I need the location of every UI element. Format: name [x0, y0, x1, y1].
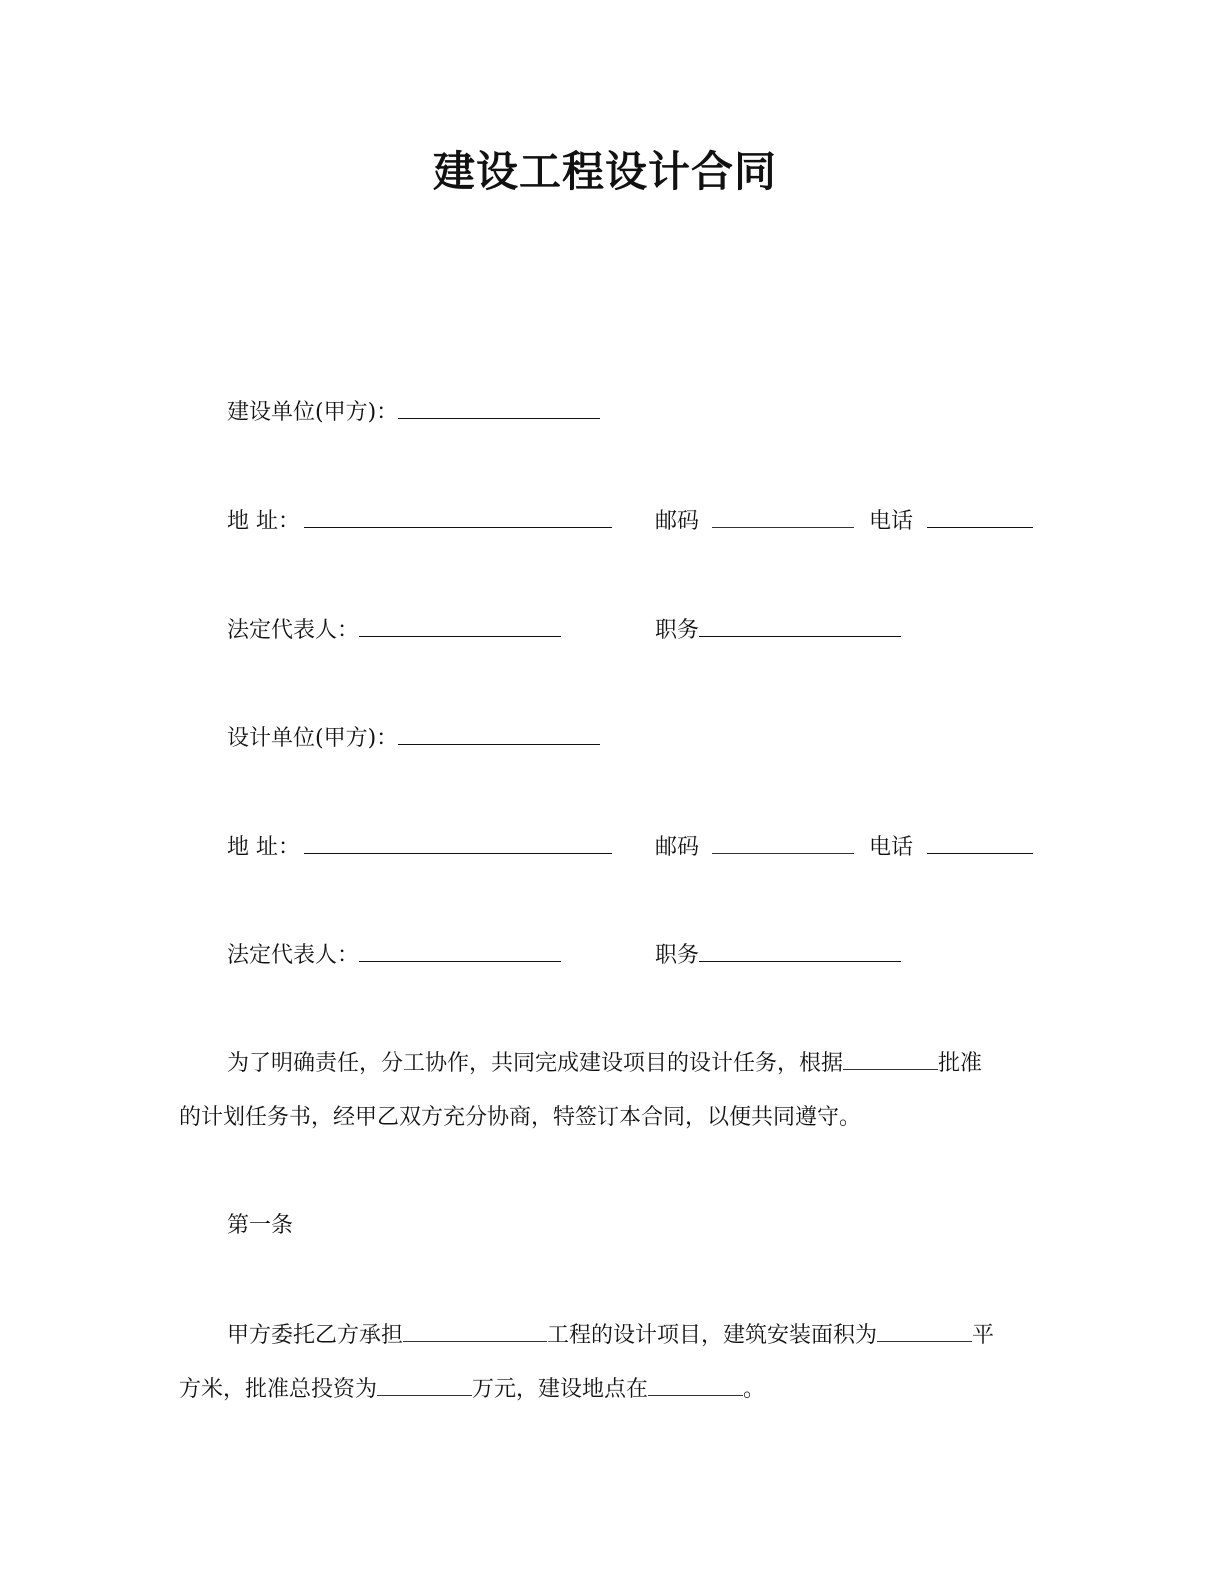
party-a-address-label: 地 址：: [227, 509, 300, 534]
party-b-postcode-field[interactable]: [712, 831, 854, 854]
party-b-unit-label: 设计单位(甲方)：: [227, 726, 399, 751]
party-b-unit-field[interactable]: [398, 722, 600, 745]
party-a-postcode-label: 邮码: [655, 509, 700, 534]
preamble-line-2: 的计划任务书，经甲乙双方充分协商，特签订本合同，以便共同遵守。: [179, 1105, 862, 1130]
party-a-phone-field[interactable]: [927, 505, 1033, 528]
party-b-address-field[interactable]: [304, 831, 612, 854]
party-b-phone-row: [869, 831, 1033, 864]
party-a-postcode-field[interactable]: [712, 505, 854, 528]
party-a-rep-field[interactable]: [359, 614, 561, 637]
article-1-text-1b: 工程的设计项目，建筑安装面积为: [547, 1323, 878, 1348]
party-a-position-label: 职务: [655, 618, 700, 643]
party-b-rep-label: 法定代表人：: [227, 943, 360, 968]
party-a-unit-row: [227, 396, 600, 429]
area-field[interactable]: [877, 1319, 972, 1342]
party-a-postcode-row: [655, 505, 854, 538]
party-a-unit-field[interactable]: [398, 396, 600, 419]
party-b-address-row: [227, 831, 612, 864]
article-1-text-2a: 方米，批准总投资为: [179, 1377, 378, 1402]
party-a-position-field[interactable]: [699, 614, 901, 637]
party-a-position-row: [655, 614, 901, 647]
party-b-position-label: 职务: [655, 943, 700, 968]
article-1-line-2: [179, 1373, 765, 1406]
article-1-text-2c: 。: [743, 1377, 766, 1402]
document-title: 建设工程设计合同: [432, 147, 777, 196]
article-1-text-1c: 平: [972, 1323, 995, 1348]
location-field[interactable]: [648, 1373, 743, 1396]
preamble-approver-field[interactable]: [843, 1047, 938, 1070]
party-b-position-field[interactable]: [699, 939, 901, 962]
party-b-phone-label: 电话: [869, 835, 914, 860]
party-a-phone-label: 电话: [869, 509, 914, 534]
project-name-field[interactable]: [403, 1319, 547, 1342]
party-b-rep-field[interactable]: [359, 939, 561, 962]
party-a-rep-label: 法定代表人：: [227, 618, 360, 643]
party-b-postcode-label: 邮码: [655, 835, 700, 860]
article-1-text-1a: 甲方委托乙方承担: [227, 1323, 404, 1348]
party-b-position-row: [655, 939, 901, 972]
party-a-rep-row: [227, 614, 561, 647]
party-b-phone-field[interactable]: [927, 831, 1033, 854]
party-a-address-field[interactable]: [304, 505, 612, 528]
party-b-address-label: 地 址：: [227, 835, 300, 860]
article-1-heading: 第一条: [227, 1213, 294, 1238]
preamble-text-1b: 批准: [938, 1051, 983, 1076]
preamble-line-1: [227, 1047, 982, 1080]
article-1-line-1: [227, 1319, 994, 1352]
preamble-text-1a: 为了明确责任，分工协作，共同完成建设项目的设计任务，根据: [227, 1051, 844, 1076]
article-1-text-2b: 万元，建设地点在: [472, 1377, 649, 1402]
party-b-unit-row: [227, 722, 600, 755]
party-a-unit-label: 建设单位(甲方)：: [227, 400, 399, 425]
party-a-address-row: [227, 505, 612, 538]
investment-field[interactable]: [377, 1373, 472, 1396]
party-a-phone-row: [869, 505, 1033, 538]
party-b-rep-row: [227, 939, 561, 972]
party-b-postcode-row: [655, 831, 854, 864]
